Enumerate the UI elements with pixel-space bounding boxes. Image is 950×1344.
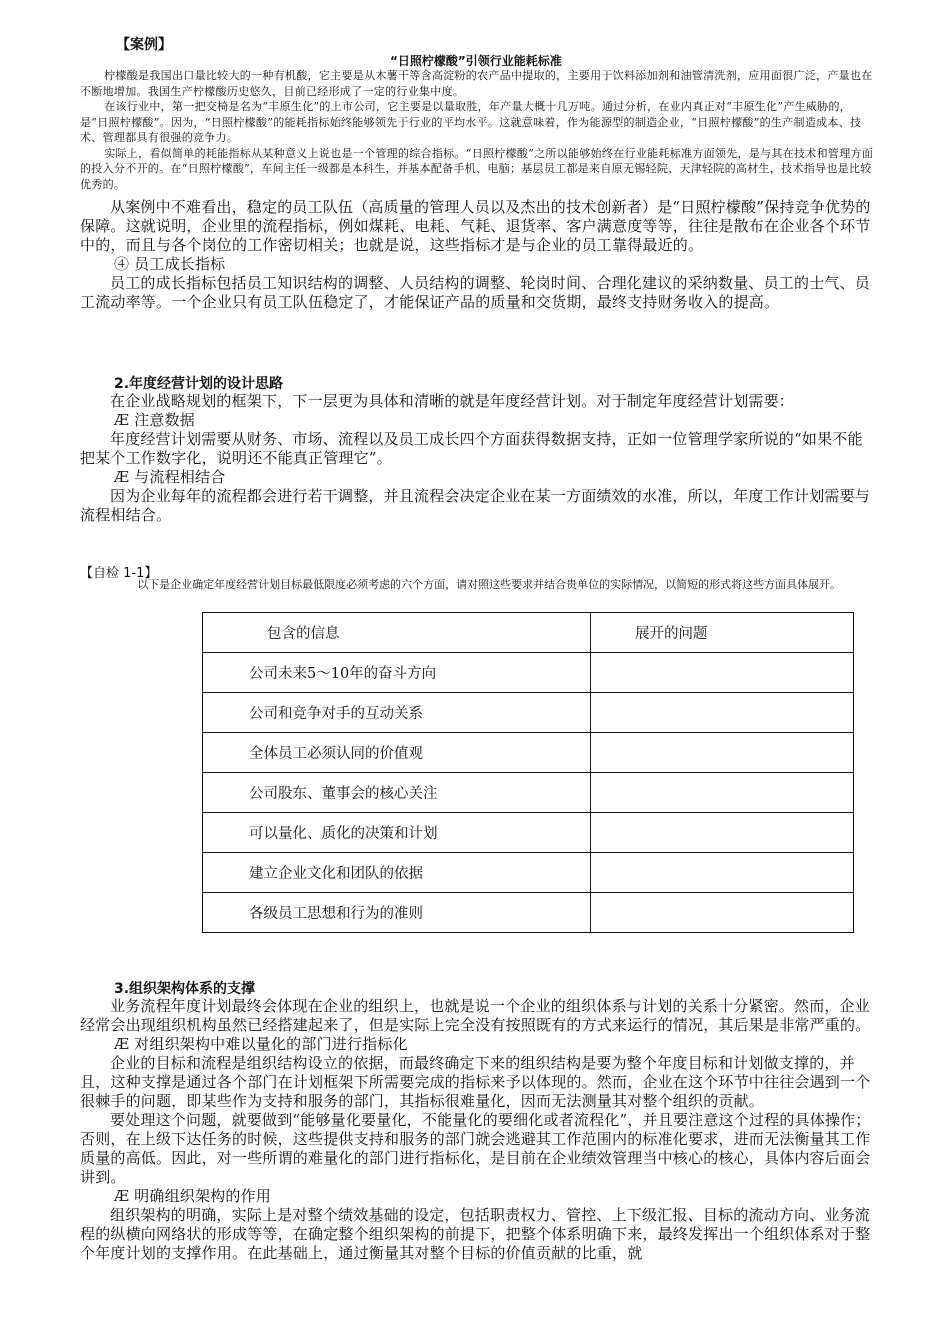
section3-item1: Æ 对组织架构中难以量化的部门进行指标化 <box>114 1035 408 1053</box>
case-label: 【案例】 <box>116 37 172 53</box>
section2-body <box>80 392 875 525</box>
table-row <box>203 653 854 693</box>
table-cell-info: 可以量化、质化的决策和计划 <box>203 813 591 853</box>
table-cell-answer[interactable] <box>591 733 854 773</box>
table-row <box>203 853 854 893</box>
section2-item2: Æ 与流程相结合 <box>114 468 226 486</box>
section2-item1: Æ 注意数据 <box>114 411 195 429</box>
table-cell-answer[interactable] <box>591 853 854 893</box>
section2-heading: 2.年度经营计划的设计思路 <box>114 376 284 392</box>
growth-heading: ④ 员工成长指标 <box>114 255 226 273</box>
section3-heading: 3.组织架构体系的支撑 <box>114 981 256 997</box>
table-cell-answer[interactable] <box>591 693 854 733</box>
selfcheck-instructions <box>80 578 875 592</box>
selfcheck-table <box>202 612 854 933</box>
table-cell-info: 建立企业文化和团队的依据 <box>203 853 591 893</box>
case-paragraph: 实际上，看似简单的耗能指标从某种意义上说也是一个管理的综合指标。“日照柠檬酸”之所以能够始终在行业能耗标准方面领先，是与其在技术和管理方面的投入分不开的。在“日照柠檬酸”，车间主任一级都是本科生，并基本配备手机、电脑；基层员工都是来自原无锡轻院、天津轻院的高材生，技术指导也是比较优秀的。 <box>80 146 874 191</box>
growth-paragraph: 员工的成长指标包括员工知识结构的调整、人员结构的调整、轮岗时间、合理化建议的采纳数量、员工的士气、员工流动率等。一个企业只有员工队伍稳定了，才能保证产品的质量和交货期，最终支持财务收入的提高。 <box>80 274 871 311</box>
section2-intro: 在企业战略规划的框架下，下一层更为具体和清晰的就是年度经营计划。对于制定年度经营计划需要： <box>110 392 795 410</box>
section3-item1-p2: 要处理这个问题，就要做到“能够量化要量化，不能量化的要细化或者流程化”，并且要注意这个过程的具体操作；否则，在上级下达任务的时候，这些提供支持和服务的部门就会逃避其工作范围内的标准化要求，进而无法衡量其工作质量的高低。因此，对一些所谓的难量化的部门进行指标化，是目前在企业绩效管理当中核心的核心，具体内容后面会讲到。 <box>80 1111 871 1186</box>
table-cell-answer[interactable] <box>591 893 854 933</box>
case-paragraph: 柠檬酸是我国出口量比较大的一种有机酸，它主要是从木薯干等含高淀粉的农产品中提取的，主要用于饮料添加剂和油管清洗剂，应用面很广泛，产量也在不断地增加。我国生产柠檬酸历史悠久，目前已经形成了一定的行业集中度。 <box>80 69 873 98</box>
table-cell-info: 各级员工思想和行为的准则 <box>203 893 591 933</box>
case-title: “日照柠檬酸”引领行业能耗标准 <box>390 54 562 68</box>
table-cell-answer[interactable] <box>591 813 854 853</box>
table-row <box>203 733 854 773</box>
section3-intro: 业务流程年度计划最终会体现在企业的组织上，也就是说一个企业的组织体系与计划的关系十分紧密。然而，企业经常会出现组织机构虽然已经搭建起来了，但是实际上完全没有按照既有的方式来运行的情况，其后果是非常严重的。 <box>80 997 871 1034</box>
section2-item2-text: 因为企业每年的流程都会进行若干调整，并且流程会决定企业在某一方面绩效的水准，所以，年度工作计划需要与流程相结合。 <box>80 487 871 524</box>
table-row <box>203 893 854 933</box>
selfcheck-label: 【自检 1-1】 <box>80 566 158 581</box>
table-header-info: 包含的信息 <box>203 613 591 653</box>
section3-body <box>80 997 875 1263</box>
section3-item2: Æ 明确组织架构的作用 <box>114 1187 271 1205</box>
table-header-row <box>203 613 854 653</box>
case-body <box>80 68 875 192</box>
table-row <box>203 693 854 733</box>
table-cell-info: 全体员工必须认同的价值观 <box>203 733 591 773</box>
table-cell-answer[interactable] <box>591 773 854 813</box>
table-cell-info: 公司和竞争对手的互动关系 <box>203 693 591 733</box>
table-cell-info: 公司股东、董事会的核心关注 <box>203 773 591 813</box>
table-cell-answer[interactable] <box>591 653 854 693</box>
table-row <box>203 813 854 853</box>
table-row <box>203 773 854 813</box>
section3-item1-p1: 企业的目标和流程是组织结构设立的依据，而最终确定下来的组织结构是要为整个年度目标和计划做支撑的，并且，这种支撑是通过各个部门在计划框架下所需要完成的指标来予以体现的。然而，企业在这个环节中往往会遇到一个很棘手的问题，即某些作为支持和服务的部门，其指标很难量化，因而无法测量其对整个组织的贡献。 <box>80 1054 871 1110</box>
table-cell-info: 公司未来5～10年的奋斗方向 <box>203 653 591 693</box>
intro-block <box>80 198 875 312</box>
case-paragraph: 在该行业中，第一把交椅是名为“丰原生化”的上市公司，它主要是以量取胜，年产量大概十几万吨。通过分析，在业内真正对“丰原生化”产生威胁的，是“日照柠檬酸”。因为，“日照柠檬酸”的能耗指标始终能够领先于行业的平均水平。这就意味着，作为能源型的制造企业，“日照柠檬酸”的生产制造成本、技术、管理都具有很强的竞争力。 <box>80 100 862 144</box>
intro-paragraph: 从案例中不难看出，稳定的员工队伍（高质量的管理人员以及杰出的技术创新者）是“日照柠檬酸”保持竞争优势的保障。这就说明，企业里的流程指标，例如煤耗、电耗、气耗、退货率、客户满意度等等，往往是散布在企业各个环节中的，而且与各个岗位的工作密切相关；也就是说，这些指标才是与企业的员工靠得最近的。 <box>80 198 871 254</box>
section3-item2-text: 组织架构的明确，实际上是对整个绩效基础的设定，包括职责权力、管控、上下级汇报、目标的流动方向、业务流程的纵横向网络状的形成等等，在确定整个组织架构的前提下，把整个体系明确下来，最终发挥出一个组织体系对于整个年度计划的支撑作用。在此基础上，通过衡量其对整个目标的价值贡献的比重，就 <box>80 1206 871 1262</box>
section2-item1-text: 年度经营计划需要从财务、市场、流程以及员工成长四个方面获得数据支持，正如一位管理学家所说的“如果不能把某个工作数字化，说明还不能真正管理它”。 <box>80 430 863 467</box>
table-header-questions: 展开的问题 <box>591 613 854 653</box>
selfcheck-text: 以下是企业确定年度经营计划目标最低限度必须考虑的六个方面，请对照这些要求并结合贵单位的实际情况，以简短的形式将这些方面具体展开。 <box>137 578 842 591</box>
